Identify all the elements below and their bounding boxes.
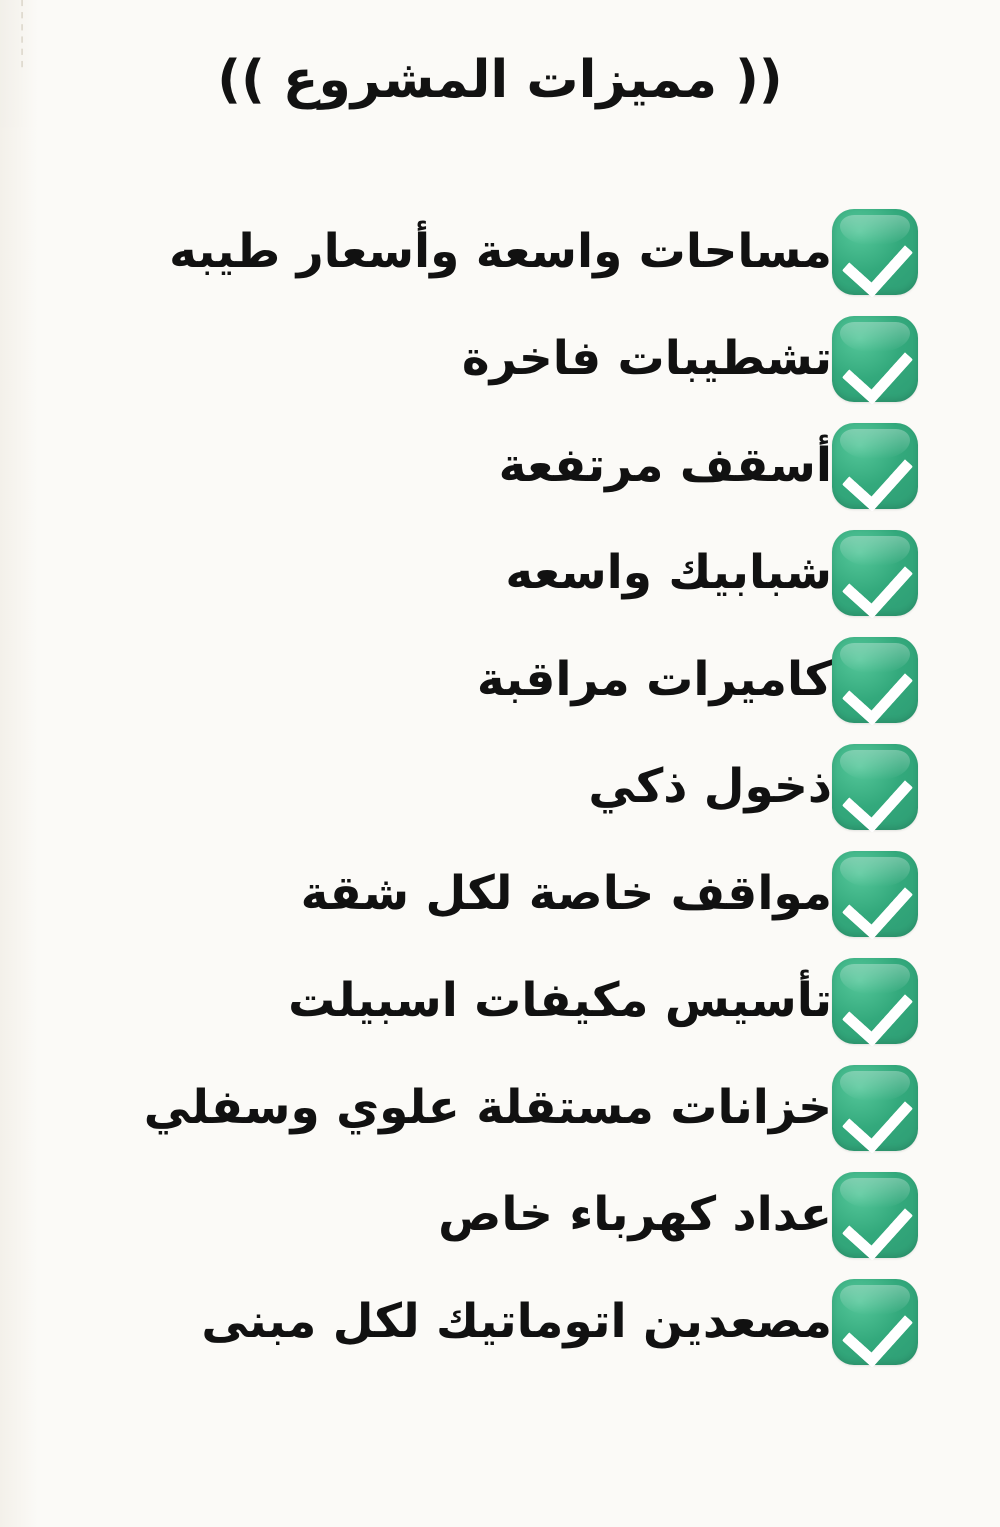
check-mark-button-icon — [832, 744, 918, 830]
list-item-label: تشطيبات فاخرة — [461, 330, 832, 386]
page-title: (( مميزات المشروع )) — [217, 50, 783, 110]
list-item — [40, 1065, 960, 1151]
check-mark-button-icon — [832, 209, 918, 295]
check-mark-button-icon — [832, 851, 918, 937]
icon-gloss — [840, 1071, 910, 1101]
check-mark-button-icon — [832, 1279, 918, 1365]
list-item-label: مواقف خاصة لكل شقة — [300, 865, 832, 921]
icon-gloss — [840, 322, 910, 352]
list-item — [40, 209, 960, 295]
check-mark-button-icon — [832, 1065, 918, 1151]
icon-gloss — [840, 857, 910, 887]
list-item-label: كاميرات مراقبة — [476, 651, 832, 707]
icon-gloss — [840, 1178, 910, 1208]
list-item-label: مصعدين اتوماتيك لكل مبنى — [201, 1293, 832, 1349]
check-mark-button-icon — [832, 1172, 918, 1258]
icon-gloss — [840, 964, 910, 994]
list-item — [40, 851, 960, 937]
check-mark-button-icon — [832, 958, 918, 1044]
page-texture-glyphs: ـ ـ ـ ـ ـ ـ — [4, 0, 28, 67]
list-item-label: مساحات واسعة وأسعار طيبه — [169, 223, 832, 279]
check-mark-button-icon — [832, 637, 918, 723]
list-item — [40, 1279, 960, 1365]
list-item — [40, 958, 960, 1044]
list-item-label: أسقف مرتفعة — [498, 437, 832, 493]
check-mark-button-icon — [832, 530, 918, 616]
list-item-label: خزانات مستقلة علوي وسفلي — [143, 1079, 832, 1135]
icon-gloss — [840, 1285, 910, 1315]
list-item — [40, 744, 960, 830]
icon-gloss — [840, 750, 910, 780]
check-mark-button-icon — [832, 423, 918, 509]
list-item-label: عداد كهرباء خاص — [438, 1186, 832, 1242]
icon-gloss — [840, 536, 910, 566]
list-item — [40, 1172, 960, 1258]
list-item-label: تأسيس مكيفات اسبيلت — [288, 972, 832, 1028]
icon-gloss — [840, 215, 910, 245]
list-item — [40, 530, 960, 616]
features-list — [40, 209, 960, 1365]
list-item-label: شبابيك واسعه — [505, 544, 832, 600]
list-item — [40, 637, 960, 723]
icon-gloss — [840, 429, 910, 459]
list-item-label: ذخول ذكي — [588, 758, 832, 814]
list-item — [40, 316, 960, 402]
list-item — [40, 423, 960, 509]
check-mark-button-icon — [832, 316, 918, 402]
icon-gloss — [840, 643, 910, 673]
